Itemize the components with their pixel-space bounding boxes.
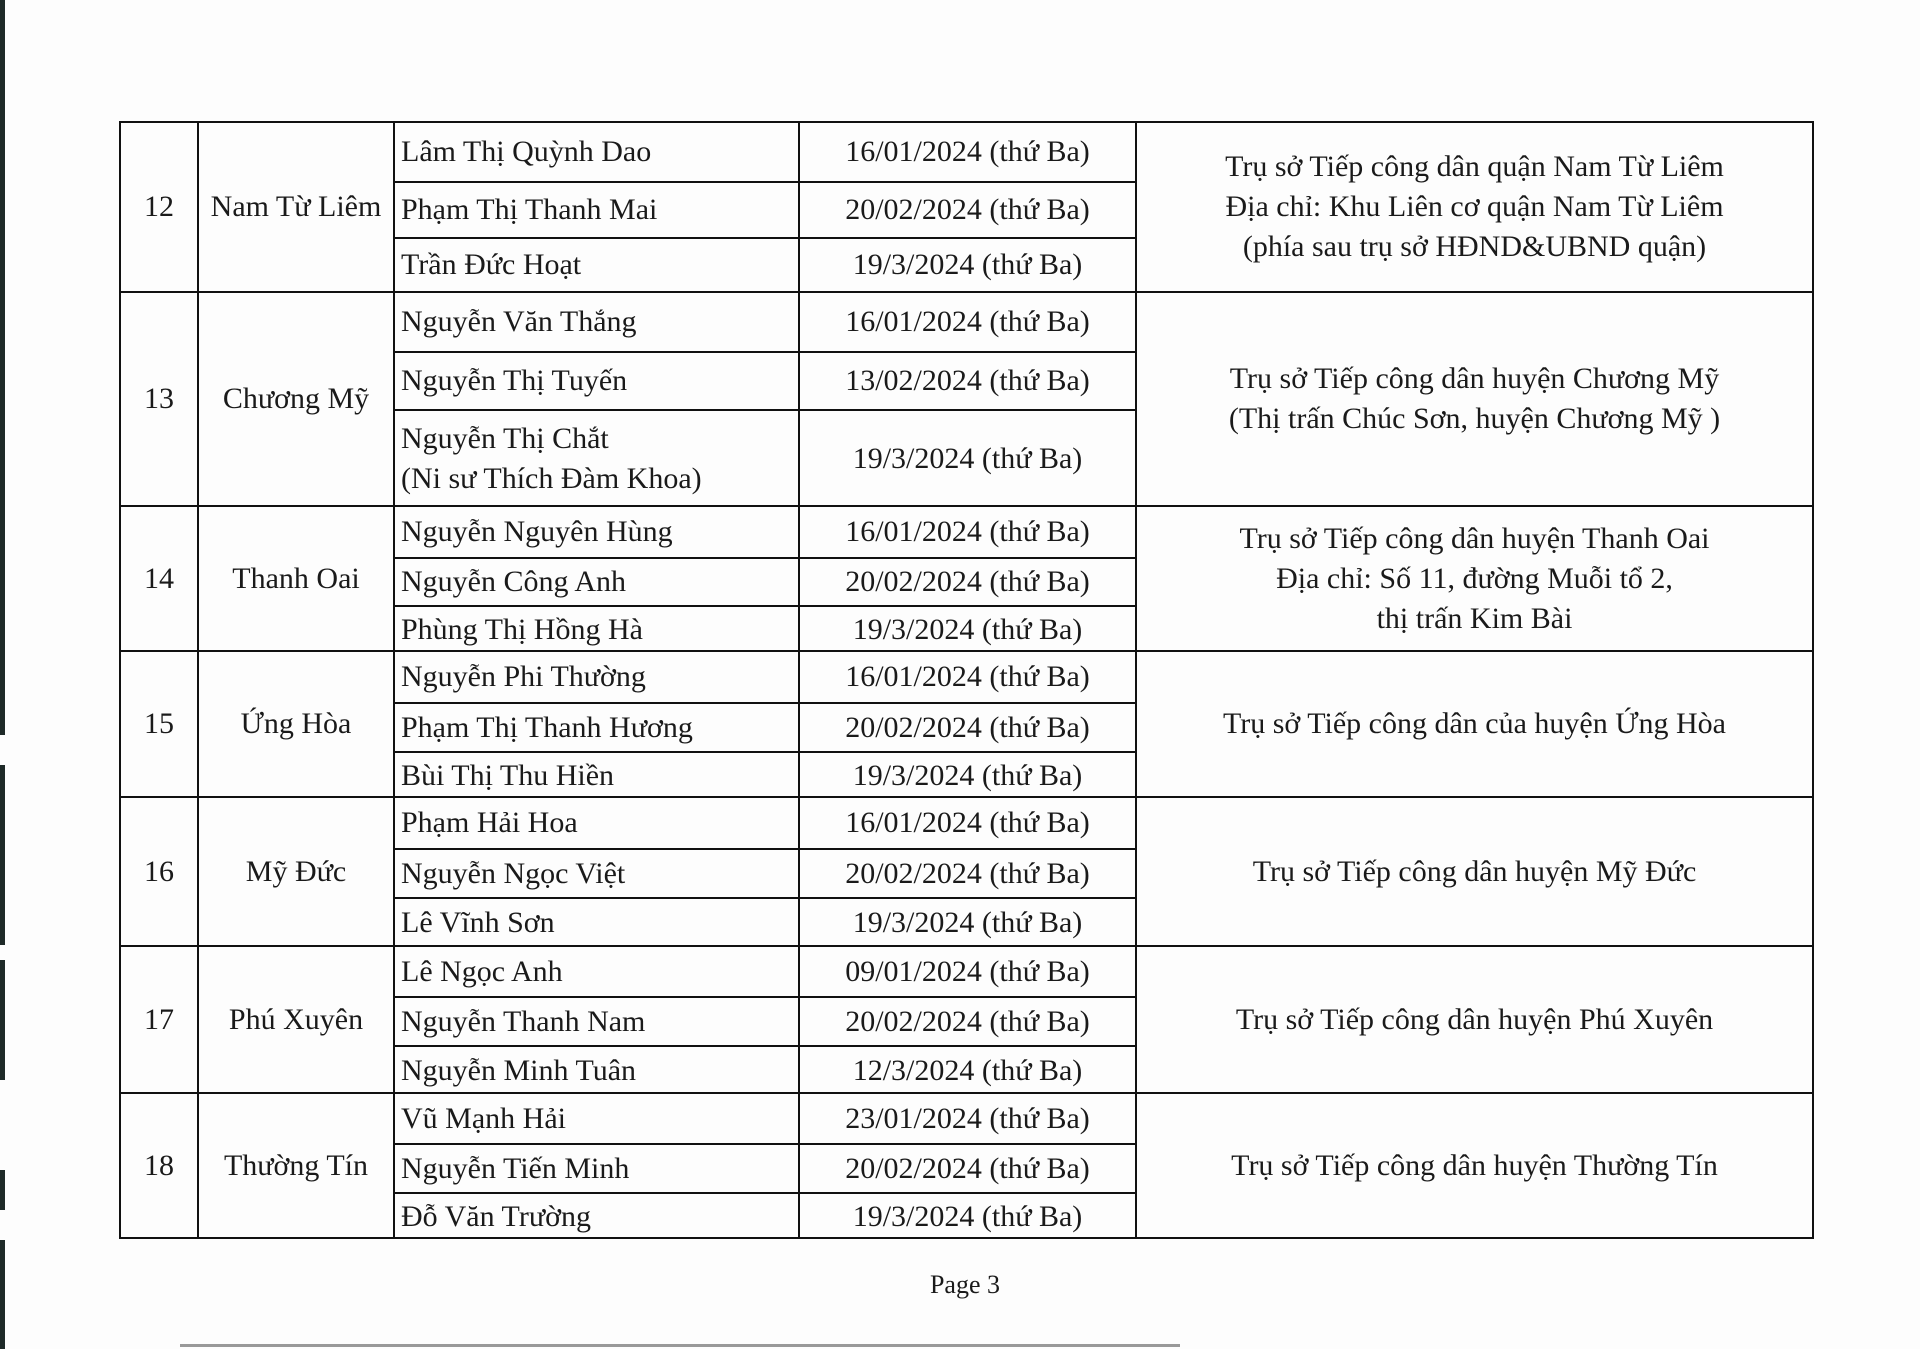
- district-name: Thường Tín: [199, 1094, 395, 1237]
- person-name-cell: [395, 998, 800, 1045]
- person-row: [395, 897, 1135, 947]
- person-name-cell: [395, 353, 800, 409]
- person-name-cell: [395, 607, 800, 652]
- person-name-cell: [395, 850, 800, 897]
- reception-date: 20/02/2024 (thứ Ba): [845, 856, 1090, 890]
- reception-address: [1137, 652, 1812, 796]
- scan-edge-mark: [0, 0, 5, 735]
- reception-date: 20/02/2024 (thứ Ba): [845, 565, 1090, 598]
- reception-date: 23/01/2024 (thứ Ba): [845, 1101, 1090, 1135]
- people-list: [395, 798, 1137, 945]
- person-name: Bùi Thị Thu Hiền: [401, 758, 615, 792]
- row-number: 15: [121, 652, 199, 796]
- scan-edge-mark: [0, 960, 5, 1080]
- people-list: [395, 652, 1137, 796]
- reception-date: 20/02/2024 (thứ Ba): [845, 1004, 1090, 1038]
- reception-date: 19/3/2024 (thứ Ba): [852, 442, 1083, 475]
- person-name-cell: [395, 947, 800, 996]
- person-name: Nguyễn Công Anh: [401, 565, 626, 598]
- person-name: Nguyễn Thị Tuyến: [401, 364, 628, 397]
- person-row: [395, 996, 1135, 1045]
- person-name: Nguyễn Nguyên Hùng: [401, 515, 673, 548]
- person-name-cell: [395, 1194, 800, 1239]
- person-name: Nguyễn Văn Thắng: [401, 305, 637, 338]
- person-row: [395, 557, 1135, 605]
- person-name-cell: [395, 1047, 800, 1094]
- person-name: Trần Đức Hoạt: [401, 248, 582, 281]
- person-row: [395, 798, 1135, 848]
- scan-edge-mark: [0, 1170, 5, 1210]
- address-line: Trụ sở Tiếp công dân huyện Thanh Oai: [1239, 521, 1710, 555]
- reception-address: [1137, 798, 1812, 945]
- people-list: [395, 293, 1137, 505]
- reception-address: [1137, 1094, 1812, 1237]
- person-row: [395, 947, 1135, 996]
- reception-date: 16/01/2024 (thứ Ba): [845, 515, 1090, 548]
- row-number: 12: [121, 123, 199, 291]
- person-row: [395, 123, 1135, 181]
- person-name-cell: [395, 293, 800, 351]
- person-name-cell: [395, 899, 800, 947]
- person-row: [395, 652, 1135, 702]
- table-row-group: [121, 505, 1812, 650]
- person-name: Phạm Thị Thanh Hương: [401, 710, 693, 744]
- table-row-group: [121, 1092, 1812, 1237]
- person-name-cell: [395, 123, 800, 181]
- person-name: Nguyễn Phi Thường: [401, 660, 646, 693]
- person-name: Phùng Thị Hồng Hà: [401, 612, 643, 646]
- person-name-cell: [395, 798, 800, 848]
- person-name: Nguyễn Thị Chắt: [401, 422, 609, 455]
- person-row: [395, 293, 1135, 351]
- schedule-table: [119, 121, 1814, 1239]
- person-row: [395, 1045, 1135, 1094]
- address-line: Trụ sở Tiếp công dân huyện Phú Xuyên: [1235, 1002, 1714, 1036]
- reception-date: 16/01/2024 (thứ Ba): [845, 660, 1090, 693]
- reception-address: [1137, 507, 1812, 650]
- reception-address: [1137, 947, 1812, 1092]
- row-number: 18: [121, 1094, 199, 1237]
- people-list: [395, 947, 1137, 1092]
- people-list: [395, 1094, 1137, 1237]
- table-row-group: [121, 291, 1812, 505]
- person-row: [395, 409, 1135, 507]
- person-row: [395, 181, 1135, 237]
- person-name: Nguyễn Tiến Minh: [401, 1151, 630, 1185]
- people-list: [395, 123, 1137, 291]
- person-row: [395, 507, 1135, 557]
- district-name: Thanh Oai: [199, 507, 395, 650]
- table-row-group: [121, 650, 1812, 796]
- address-line: Trụ sở Tiếp công dân huyện Mỹ Đức: [1252, 854, 1697, 888]
- reception-address: [1137, 123, 1812, 291]
- row-number: 16: [121, 798, 199, 945]
- person-row: [395, 1094, 1135, 1143]
- reception-date: 12/3/2024 (thứ Ba): [852, 1053, 1083, 1087]
- person-name: Lê Vĩnh Sơn: [401, 906, 555, 939]
- person-row: [395, 1192, 1135, 1239]
- person-title: (Ni sư Thích Đàm Khoa): [401, 462, 702, 495]
- person-name: Lâm Thị Quỳnh Dao: [401, 135, 652, 168]
- reception-date: 19/3/2024 (thứ Ba): [852, 758, 1083, 792]
- person-row: [395, 848, 1135, 897]
- table-row-group: [121, 945, 1812, 1092]
- person-row: [395, 351, 1135, 409]
- person-name-cell: [395, 507, 800, 557]
- person-row: [395, 237, 1135, 291]
- address-line: Địa chỉ: Khu Liên cơ quận Nam Từ Liêm: [1225, 190, 1724, 223]
- reception-date: 16/01/2024 (thứ Ba): [845, 305, 1090, 338]
- row-number: 14: [121, 507, 199, 650]
- person-name: Nguyễn Thanh Nam: [401, 1004, 646, 1038]
- person-name-cell: [395, 239, 800, 291]
- person-row: [395, 751, 1135, 798]
- reception-date: 09/01/2024 (thứ Ba): [845, 954, 1090, 988]
- district-name: Mỹ Đức: [199, 798, 395, 945]
- reception-date: 13/02/2024 (thứ Ba): [845, 364, 1090, 397]
- district-name: Chương Mỹ: [199, 293, 395, 505]
- table-row-group: [121, 123, 1812, 291]
- address-line: (phía sau trụ sở HĐND&UBND quận): [1242, 230, 1707, 263]
- district-name: Nam Từ Liêm: [199, 123, 395, 291]
- reception-date: 19/3/2024 (thứ Ba): [852, 612, 1083, 646]
- person-name-cell: [395, 411, 800, 507]
- person-name-cell: [395, 1145, 800, 1192]
- reception-date: 20/02/2024 (thứ Ba): [845, 1151, 1090, 1185]
- reception-date: 19/3/2024 (thứ Ba): [852, 248, 1083, 281]
- person-name-cell: [395, 753, 800, 798]
- person-name: Nguyễn Ngọc Việt: [401, 856, 626, 890]
- row-number: 13: [121, 293, 199, 505]
- person-name: Phạm Thị Thanh Mai: [401, 193, 658, 226]
- person-name-cell: [395, 559, 800, 605]
- reception-date: 20/02/2024 (thứ Ba): [845, 710, 1090, 744]
- people-list: [395, 507, 1137, 650]
- person-row: [395, 1143, 1135, 1192]
- address-line: Trụ sở Tiếp công dân huyện Thường Tín: [1231, 1148, 1718, 1182]
- person-name-cell: [395, 183, 800, 237]
- person-name-cell: [395, 652, 800, 702]
- reception-date: 19/3/2024 (thứ Ba): [852, 1199, 1083, 1233]
- person-name: Lê Ngọc Anh: [401, 954, 563, 988]
- row-number: 17: [121, 947, 199, 1092]
- person-name: Vũ Mạnh Hải: [401, 1101, 566, 1135]
- district-name: Phú Xuyên: [199, 947, 395, 1092]
- page-number: Page 3: [929, 1270, 1001, 1299]
- person-name: Nguyễn Minh Tuân: [401, 1053, 637, 1087]
- district-name: Ứng Hòa: [199, 652, 395, 796]
- bottom-rule: [180, 1344, 1180, 1347]
- table-row-group: [121, 796, 1812, 945]
- scan-edge-mark: [0, 765, 5, 945]
- person-name-cell: [395, 1094, 800, 1143]
- address-line: Trụ sở Tiếp công dân huyện Chương Mỹ: [1229, 362, 1720, 395]
- person-name: Phạm Hải Hoa: [401, 806, 578, 839]
- reception-address: [1137, 293, 1812, 505]
- person-row: [395, 702, 1135, 751]
- address-line: thị trấn Kim Bài: [1376, 601, 1573, 635]
- address-line: (Thị trấn Chúc Sơn, huyện Chương Mỹ ): [1228, 402, 1721, 435]
- person-row: [395, 605, 1135, 652]
- address-line: Trụ sở Tiếp công dân quận Nam Từ Liêm: [1225, 150, 1724, 183]
- address-line: Địa chỉ: Số 11, đường Muỗi tổ 2,: [1276, 561, 1673, 595]
- address-line: Trụ sở Tiếp công dân của huyện Ứng Hòa: [1222, 707, 1726, 740]
- reception-date: 16/01/2024 (thứ Ba): [845, 135, 1090, 168]
- reception-date: 16/01/2024 (thứ Ba): [845, 806, 1090, 839]
- person-name: Đỗ Văn Trường: [401, 1199, 591, 1233]
- reception-date: 20/02/2024 (thứ Ba): [845, 193, 1090, 226]
- reception-date: 19/3/2024 (thứ Ba): [852, 906, 1083, 939]
- person-name-cell: [395, 704, 800, 751]
